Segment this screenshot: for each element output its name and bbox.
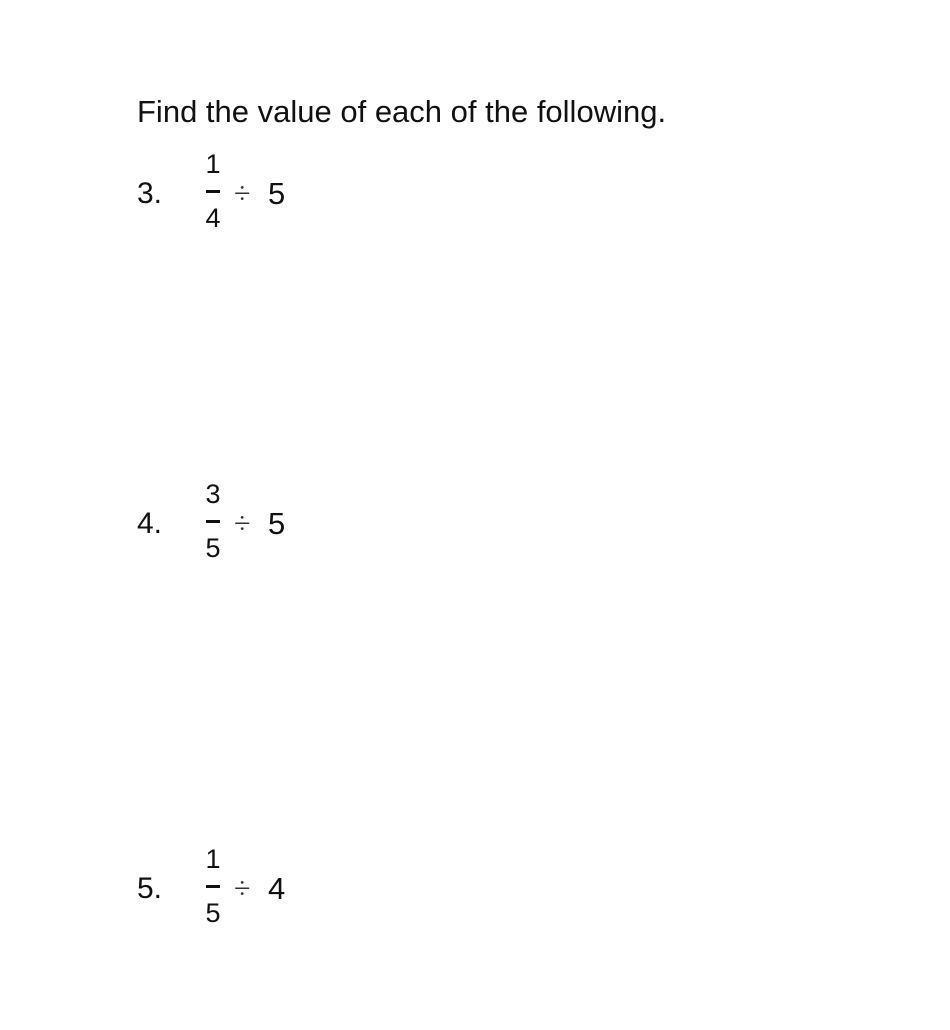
problem-3 <box>0 148 950 238</box>
fraction-numerator: 1 <box>205 844 221 874</box>
divisor: 4 <box>268 871 286 906</box>
fraction <box>198 478 228 568</box>
problem-number: 3. <box>137 177 163 210</box>
fraction <box>198 843 228 933</box>
fraction-bar <box>206 190 220 193</box>
problem-number: 5. <box>137 872 163 905</box>
fraction-numerator: 1 <box>205 149 221 179</box>
problem-4 <box>0 478 950 568</box>
fraction <box>198 148 228 238</box>
division-operator: ÷ <box>234 507 251 540</box>
fraction-bar <box>206 520 220 523</box>
fraction-denominator: 5 <box>205 533 221 563</box>
instruction-text: Find the value of each of the following. <box>137 94 667 129</box>
problem-number: 4. <box>137 507 163 540</box>
fraction-denominator: 4 <box>205 203 221 233</box>
divisor: 5 <box>268 176 286 211</box>
division-operator: ÷ <box>234 177 251 210</box>
division-operator: ÷ <box>234 872 251 905</box>
fraction-bar <box>206 885 220 888</box>
fraction-numerator: 3 <box>205 479 221 509</box>
divisor: 5 <box>268 506 286 541</box>
fraction-denominator: 5 <box>205 898 221 928</box>
problem-5 <box>0 843 950 933</box>
